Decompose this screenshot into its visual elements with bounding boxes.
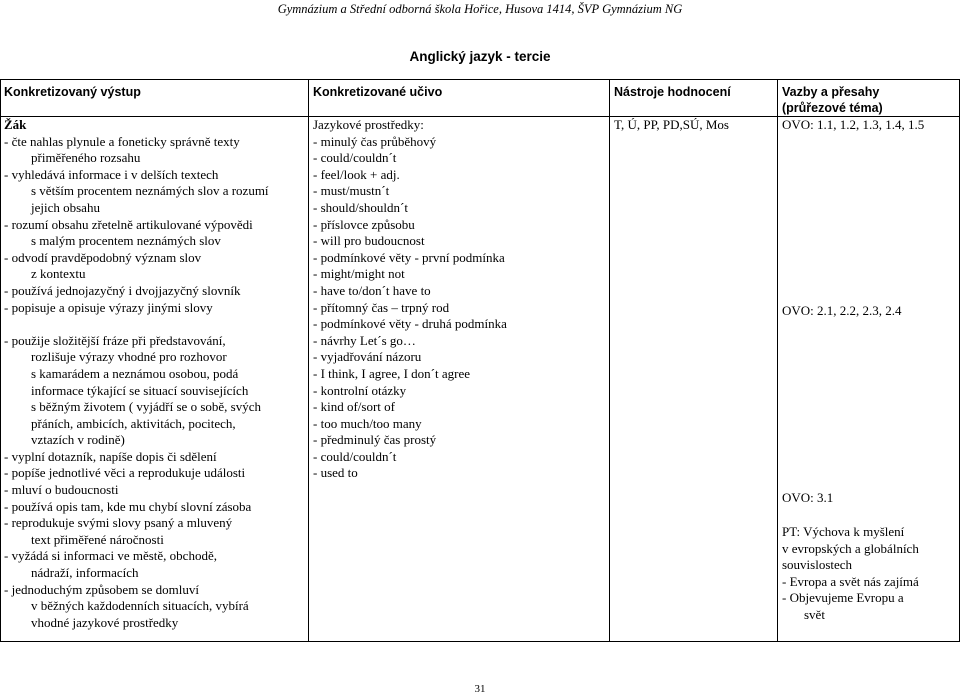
curriculum-line: - could/couldn´t — [313, 448, 397, 464]
output-line: s běžným životem ( vyjádří se o sobě, svých — [31, 399, 261, 415]
curriculum-line: - feel/look + adj. — [313, 166, 400, 182]
curriculum-line: - přítomný čas – trpný rod — [313, 299, 450, 315]
curriculum-line: - should/shouldn´t — [313, 199, 408, 215]
curriculum-line: - kind of/sort of — [313, 399, 395, 415]
page-title: Anglický jazyk - tercie — [409, 49, 551, 64]
output-line: - popíše jednotlivé věci a reprodukuje události — [4, 465, 246, 481]
output-line: rozlišuje výrazy vhodné pro rozhovor — [31, 349, 227, 365]
curriculum-line: - have to/don´t have to — [313, 282, 431, 298]
output-line: vztazích v rodině) — [31, 432, 125, 448]
curriculum-line: - příslovce způsobu — [313, 216, 415, 232]
output-line: - používá jednojazyčný i dvojjazyčný slovník — [4, 282, 241, 298]
table-top-border — [0, 79, 960, 80]
theme-line: souvislostech — [782, 557, 853, 573]
curriculum-line: - too much/too many — [313, 415, 422, 431]
output-line: nádraží, informacích — [31, 565, 139, 581]
output-line: - jednoduchým způsobem se domluví — [4, 581, 199, 597]
output-line: - odvodí pravděpodobný význam slov — [4, 249, 202, 265]
ovo-reference-2: OVO: 2.1, 2.2, 2.3, 2.4 — [782, 303, 902, 318]
column-divider — [308, 79, 309, 641]
column-divider — [609, 79, 610, 641]
cross-curricular-theme — [782, 524, 919, 624]
output-line: přiměřeného rozsahu — [31, 150, 141, 166]
table-bottom-border — [0, 641, 960, 642]
curriculum-line: - will pro budoucnost — [313, 233, 425, 249]
output-line: - použije složitější fráze při představování, — [4, 332, 226, 348]
outputs-column — [4, 117, 269, 631]
output-line: z kontextu — [31, 266, 86, 282]
output-line: - popisuje a opisuje výrazy jinými slovy — [4, 299, 213, 315]
curriculum-line: - could/couldn´t — [313, 150, 397, 166]
theme-line: - Objevujeme Evropu a — [782, 590, 904, 606]
curriculum-line: - vyjadřování názoru — [313, 349, 422, 365]
document-header: Gymnázium a Střední odborná škola Hořice, Husova 1414, ŠVP Gymnázium NG — [277, 2, 683, 16]
output-line: - rozumí obsahu zřetelně artikulované výpovědi — [4, 216, 253, 232]
output-line: jejich obsahu — [31, 199, 100, 215]
theme-line: - Evropa a svět nás zajímá — [782, 573, 919, 589]
output-line: informace týkající se situací souvisejících — [31, 382, 249, 398]
curriculum-column — [313, 117, 507, 482]
curriculum-line: - podmínkové věty - druhá podmínka — [313, 316, 507, 332]
page-number: 31 — [474, 683, 486, 695]
curriculum-line: - used to — [313, 465, 358, 481]
curriculum-line: - minulý čas průběhový — [313, 133, 437, 149]
output-line: s malým procentem neznámých slov — [31, 233, 221, 249]
output-line: s kamarádem a neznámou osobou, podá — [31, 365, 239, 381]
column-divider — [0, 79, 1, 641]
column-header-assessment: Nástroje hodnocení — [614, 85, 731, 99]
theme-line: svět — [804, 606, 825, 622]
ovo-reference-3: OVO: 3.1 — [782, 490, 834, 505]
theme-line: v evropských a globálních — [782, 540, 919, 556]
output-line: - vyhledává informace i v delších textech — [4, 166, 219, 182]
curriculum-line: - předminulý čas prostý — [313, 432, 437, 448]
output-line: - čte nahlas plynule a foneticky správně texty — [4, 133, 240, 149]
output-line — [4, 316, 269, 333]
student-label: Žák — [4, 117, 27, 132]
output-line: - používá opis tam, kde mu chybí slovní zásoba — [4, 498, 252, 514]
output-line: - mluví o budoucnosti — [4, 482, 119, 498]
curriculum-line: - I think, I agree, I don´t agree — [313, 365, 471, 381]
assessment-tools: T, Ú, PP, PD,SÚ, Mos — [614, 117, 729, 132]
column-header-output: Konkretizovaný výstup — [4, 85, 141, 99]
theme-line: PT: Výchova k myšlení — [782, 524, 905, 539]
curriculum-line: - must/mustn´t — [313, 183, 390, 199]
curriculum-line: - podmínkové věty - první podmínka — [313, 249, 505, 265]
output-line: přáních, ambicích, aktivitách, pocitech, — [31, 415, 236, 431]
output-line: text přiměřené náročnosti — [31, 531, 164, 547]
output-line: vhodné jazykové prostředky — [31, 614, 179, 630]
output-line: - vyplní dotazník, napíše dopis či sdělení — [4, 448, 217, 464]
output-line: - reprodukuje svými slovy psaný a mluvený — [4, 515, 233, 531]
column-divider — [777, 79, 778, 641]
curriculum-heading: Jazykové prostředky: — [313, 117, 424, 132]
column-header-links — [782, 84, 883, 116]
column-header-links-line1: Vazby a přesahy — [782, 85, 880, 99]
column-header-curriculum: Konkretizované učivo — [313, 85, 443, 99]
column-header-links-line2: (průřezové téma) — [782, 101, 883, 115]
output-line: - vyžádá si informaci ve městě, obchodě, — [4, 548, 217, 564]
ovo-reference-1: OVO: 1.1, 1.2, 1.3, 1.4, 1.5 — [782, 117, 925, 132]
output-line: s větším procentem neznámých slov a rozumí — [31, 183, 269, 199]
curriculum-line: - kontrolní otázky — [313, 382, 407, 398]
curriculum-line: - might/might not — [313, 266, 405, 282]
curriculum-line: - návrhy Let´s go… — [313, 332, 416, 348]
output-line: v běžných každodenních situacích, vybírá — [31, 598, 249, 614]
